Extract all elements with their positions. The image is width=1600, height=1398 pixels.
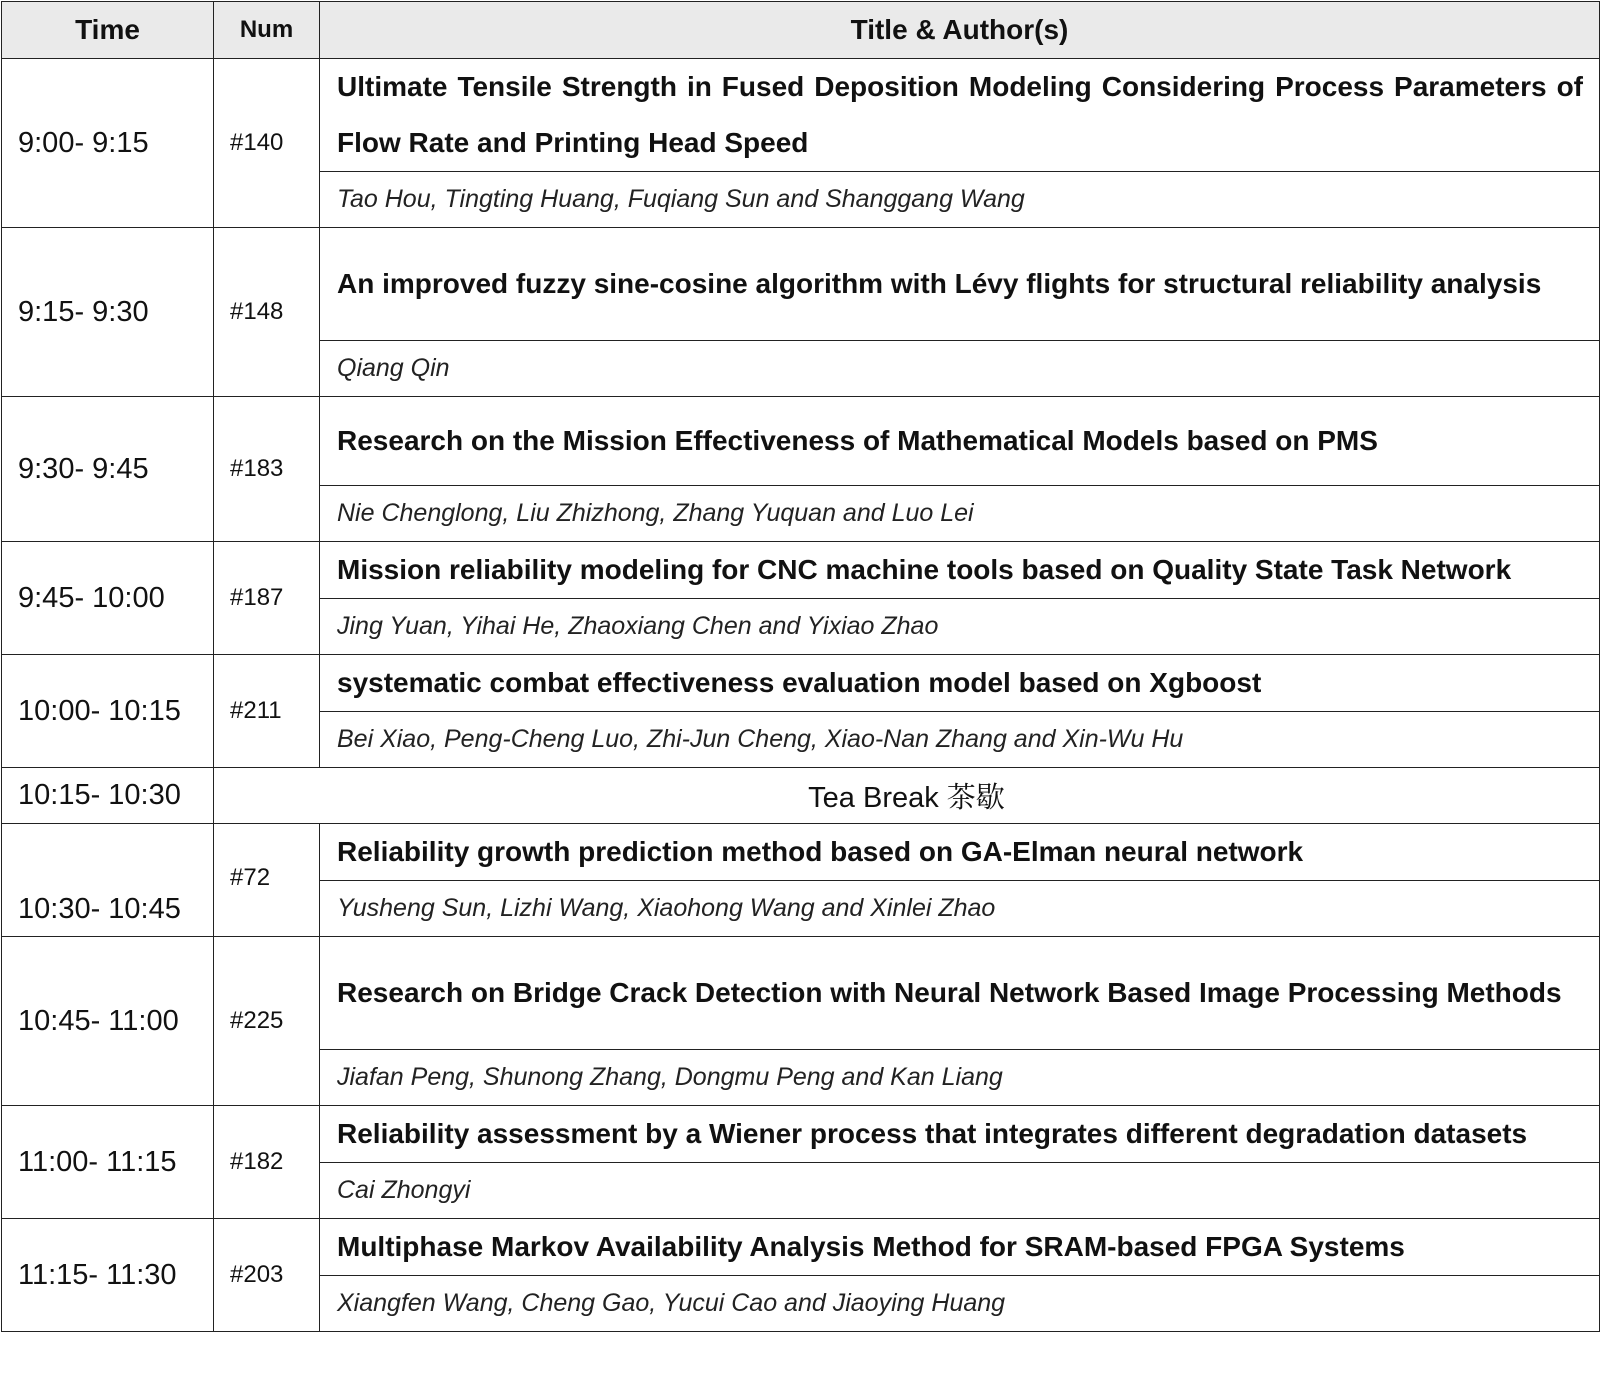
header-time: Time	[2, 2, 214, 59]
paper-authors: Jing Yuan, Yihai He, Zhaoxiang Chen and Yixiao Zhao	[320, 599, 1600, 655]
paper-num-cell: #211	[214, 655, 320, 768]
header-num: Num	[214, 2, 320, 59]
paper-num-cell: #203	[214, 1219, 320, 1332]
table-row	[2, 655, 1600, 712]
paper-title: Ultimate Tensile Strength in Fused Deposition Modeling Considering Process Parameters of Flow Rate and Printing Head Speed	[320, 59, 1600, 172]
time-cell: 10:45- 11:00	[2, 937, 214, 1106]
paper-authors: Xiangfen Wang, Cheng Gao, Yucui Cao and Jiaoying Huang	[320, 1276, 1600, 1332]
header-row	[2, 2, 1600, 59]
table-row	[2, 228, 1600, 341]
table-row	[2, 824, 1600, 881]
session-schedule-table	[1, 1, 1600, 1332]
time-cell: 9:45- 10:00	[2, 542, 214, 655]
header-title-authors: Title & Author(s)	[320, 2, 1600, 59]
table-row	[2, 1106, 1600, 1163]
break-time-cell: 10:15- 10:30	[2, 768, 214, 824]
paper-authors: Jiafan Peng, Shunong Zhang, Dongmu Peng and Kan Liang	[320, 1050, 1600, 1106]
time-cell: 9:30- 9:45	[2, 397, 214, 542]
paper-title-cell	[320, 397, 1600, 486]
paper-title: Multiphase Markov Availability Analysis Method for SRAM-based FPGA Systems	[320, 1219, 1600, 1276]
time-cell: 9:15- 9:30	[2, 228, 214, 397]
table-row	[2, 59, 1600, 172]
paper-num-cell: #182	[214, 1106, 320, 1219]
time-cell: 11:00- 11:15	[2, 1106, 214, 1219]
paper-authors: Nie Chenglong, Liu Zhizhong, Zhang Yuquan and Luo Lei	[320, 486, 1600, 542]
paper-authors: Tao Hou, Tingting Huang, Fuqiang Sun and Shanggang Wang	[320, 172, 1600, 228]
paper-title: Reliability growth prediction method based on GA-Elman neural network	[320, 824, 1600, 881]
time-cell: 11:15- 11:30	[2, 1219, 214, 1332]
paper-authors: Cai Zhongyi	[320, 1163, 1600, 1219]
paper-authors: Yusheng Sun, Lizhi Wang, Xiaohong Wang and Xinlei Zhao	[320, 881, 1600, 937]
paper-authors: Qiang Qin	[320, 341, 1600, 397]
time-cell: 9:00- 9:15	[2, 59, 214, 228]
table-row	[2, 937, 1600, 1050]
paper-title: systematic combat effectiveness evaluation model based on Xgboost	[320, 655, 1600, 712]
paper-num-cell: #187	[214, 542, 320, 655]
paper-num-cell: #140	[214, 59, 320, 228]
paper-title: Mission reliability modeling for CNC machine tools based on Quality State Task Network	[320, 542, 1600, 599]
paper-num-cell: #72	[214, 824, 320, 937]
paper-authors: Bei Xiao, Peng-Cheng Luo, Zhi-Jun Cheng, Xiao-Nan Zhang and Xin-Wu Hu	[320, 712, 1600, 768]
paper-num-cell: #148	[214, 228, 320, 397]
paper-title: An improved fuzzy sine-cosine algorithm with Lévy flights for structural reliability analysis	[320, 228, 1600, 341]
table-row	[2, 1219, 1600, 1276]
time-cell: 10:00- 10:15	[2, 655, 214, 768]
time-cell: 10:30- 10:45	[2, 824, 214, 937]
table-row	[2, 397, 1600, 486]
break-row	[2, 768, 1600, 824]
tea-break-label: Tea Break 茶歇	[214, 768, 1600, 824]
table-row	[2, 542, 1600, 599]
paper-num-cell: #225	[214, 937, 320, 1106]
paper-num-cell: #183	[214, 397, 320, 542]
paper-title: Research on Bridge Crack Detection with Neural Network Based Image Processing Methods	[320, 937, 1600, 1050]
paper-title: Reliability assessment by a Wiener process that integrates different degradation datasets	[320, 1106, 1600, 1163]
paper-title: Research on the Mission Effectiveness of Mathematical Models based on PMS	[337, 425, 1378, 456]
